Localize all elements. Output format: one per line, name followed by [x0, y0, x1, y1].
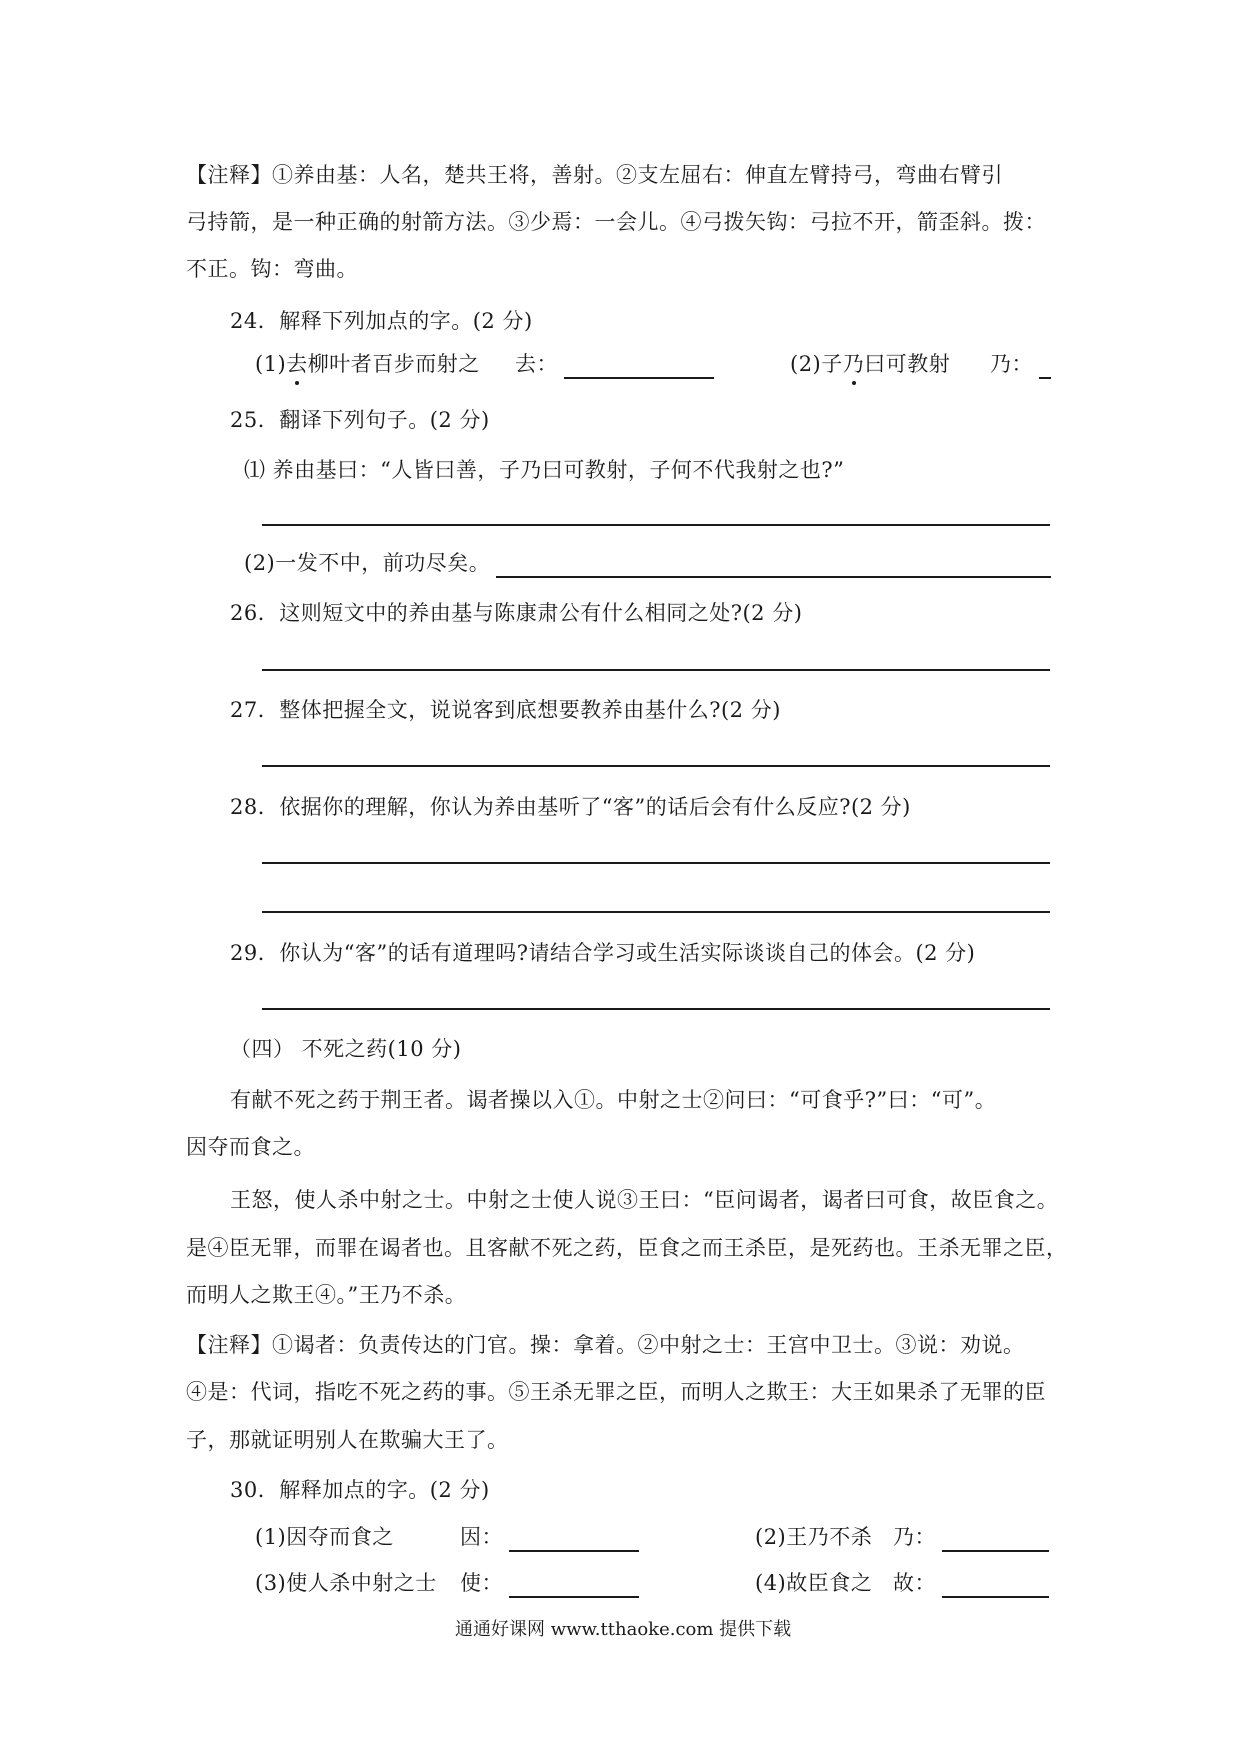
q28-answer-line-1[interactable] — [262, 862, 1050, 864]
q24-item2-dotted-char: 乃 — [843, 349, 865, 379]
q30-item2-blank[interactable] — [942, 1528, 1049, 1552]
q25-item1-answer-line[interactable] — [262, 524, 1050, 526]
q30-item1: (1)因夺而食之 — [255, 1525, 394, 1549]
section4-note-line2: ④是：代词，指吃不死之药的事。⑤王杀无罪之臣，而明人之欺王：大王如果杀了无罪的臣 — [186, 1380, 1046, 1404]
q26-answer-line[interactable] — [262, 669, 1050, 671]
q30-item1-answer — [460, 1522, 639, 1552]
q25-item2-text: (2)一发不中，前功尽矣。 — [244, 551, 491, 575]
q30-item1-blank[interactable] — [509, 1528, 639, 1552]
note1-line3: 不正。钩：弯曲。 — [186, 257, 358, 281]
q28-title: 28．依据你的理解，你认为养由基听了“客”的话后会有什么反应?(2 分) — [230, 795, 911, 819]
q24-item1 — [255, 349, 480, 379]
q24-item2-prefix: (2)子 — [790, 352, 843, 376]
q24-item1-answer — [515, 349, 714, 379]
q30-item4: (4)故臣食之 — [755, 1571, 873, 1595]
q24-item1-rest: 柳叶者百步而射之 — [307, 352, 480, 376]
section4-heading: （四） 不死之药(10 分) — [230, 1037, 462, 1061]
q27-title: 27．整体把握全文，说说客到底想要教养由基什么?(2 分) — [230, 698, 781, 722]
note1-line2: 弓持箭，是一种正确的射箭方法。③少焉：一会儿。④弓拨矢钩：弓拉不开，箭歪斜。拨： — [186, 210, 1046, 234]
q30-item2-answer — [893, 1522, 1049, 1552]
q24-item1-label: 去： — [515, 352, 558, 376]
q30-title: 30．解释加点的字。(2 分) — [230, 1478, 490, 1502]
section4-para1-line2: 因夺而食之。 — [186, 1135, 315, 1159]
q24-item1-blank[interactable] — [564, 355, 714, 379]
section4-para1-line1: 有献不死之药于荆王者。谒者操以入①。中射之士②问曰：“可食乎?”曰：“可”。 — [230, 1088, 997, 1112]
q29-title: 29．你认为“客”的话有道理吗?请结合学习或生活实际谈谈自己的体会。(2 分) — [230, 941, 976, 965]
q30-item3-label: 使： — [460, 1571, 503, 1595]
q29-answer-line[interactable] — [262, 1008, 1050, 1010]
q24-item2-answer — [990, 349, 1051, 379]
q30-item3-blank[interactable] — [509, 1574, 639, 1598]
section4-para2-line3: 而明人之欺王④。”王乃不杀。 — [186, 1283, 467, 1307]
q30-item1-label: 因： — [460, 1525, 503, 1549]
q24-item1-prefix: (1) — [255, 352, 287, 376]
q27-answer-line[interactable] — [262, 765, 1050, 767]
q24-item1-dotted-char: 去 — [286, 349, 308, 379]
q25-title: 25．翻译下列句子。(2 分) — [230, 408, 490, 432]
q30-item2-label: 乃： — [893, 1525, 936, 1549]
q26-title: 26．这则短文中的养由基与陈康肃公有什么相同之处?(2 分) — [230, 601, 803, 625]
q24-item2-label: 乃： — [990, 352, 1033, 376]
section4-para2-line2: 是④臣无罪，而罪在谒者也。且客献不死之药，臣食之而王杀臣，是死药也。王杀无罪之臣， — [186, 1236, 1068, 1260]
section4-note-line3: 子，那就证明别人在欺骗大王了。 — [186, 1428, 509, 1452]
q30-item3: (3)使人杀中射之士 — [255, 1571, 437, 1595]
q24-item2 — [790, 349, 950, 379]
footer-text: 通通好课网 www.tthaoke.com 提供下载 — [455, 1619, 792, 1640]
q30-item4-answer — [893, 1568, 1049, 1598]
q24-item2-blank[interactable] — [1039, 355, 1051, 379]
q25-item2-answer-line[interactable] — [496, 554, 1051, 578]
q30-item4-blank[interactable] — [942, 1574, 1049, 1598]
note1-line1: 【注释】①养由基：人名，楚共王将，善射。②支左屈右：伸直左臂持弓，弯曲右臂引 — [186, 163, 1003, 187]
q30-item3-answer — [460, 1568, 639, 1598]
q24-title: 24．解释下列加点的字。(2 分) — [230, 309, 533, 333]
q30-item4-label: 故： — [893, 1571, 936, 1595]
q30-item2: (2)王乃不杀 — [755, 1525, 873, 1549]
q24-item2-rest: 曰可教射 — [864, 352, 951, 376]
q28-answer-line-2[interactable] — [262, 911, 1050, 913]
q25-item2 — [244, 548, 1051, 578]
q25-item1: ⑴ 养由基曰：“人皆曰善，子乃曰可教射，子何不代我射之也?” — [244, 458, 845, 482]
section4-note-line1: 【注释】①谒者：负责传达的门官。操：拿着。②中射之士：王宫中卫士。③说：劝说。 — [186, 1333, 1025, 1357]
section4-para2-line1: 王怒，使人杀中射之士。中射之士使人说③王曰：“臣问谒者，谒者曰可食，故臣食之。 — [230, 1188, 1059, 1212]
